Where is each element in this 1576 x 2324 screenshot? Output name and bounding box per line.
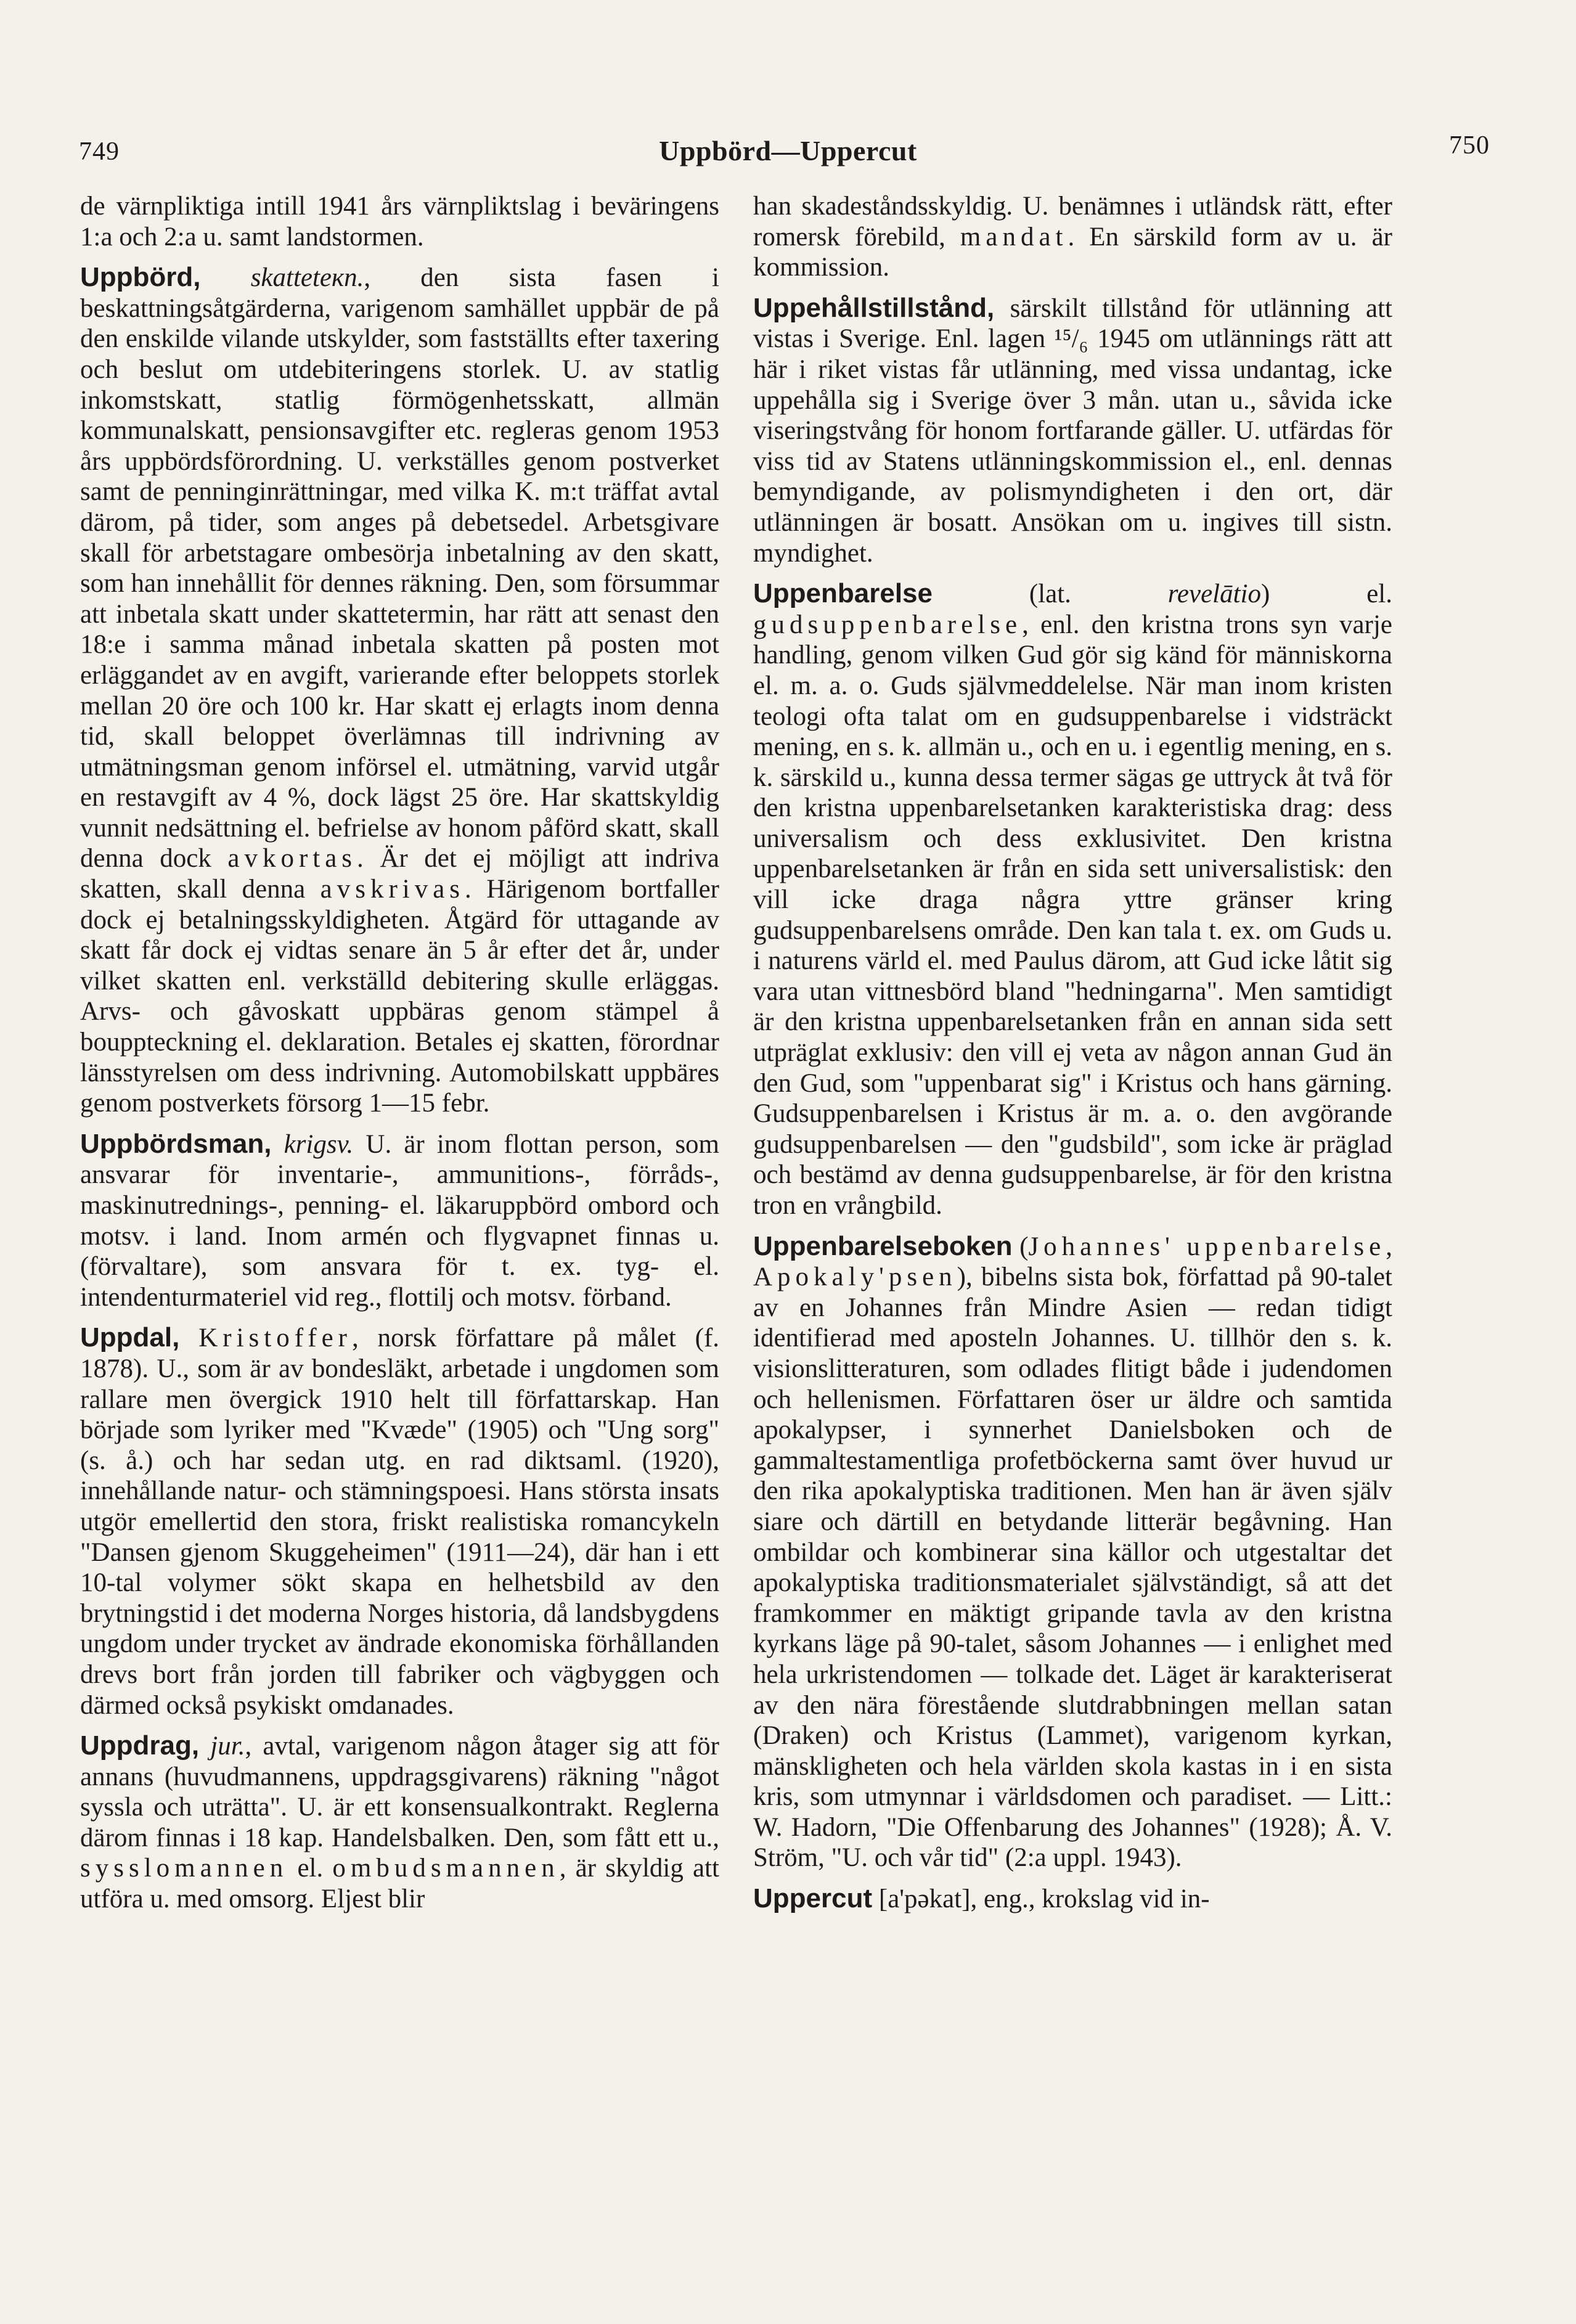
running-head: Uppbörd—Uppercut: [659, 135, 917, 166]
left-column: [80, 191, 719, 1925]
subject-label: skatteteкn.: [250, 263, 364, 293]
entry-continuation: han skadeståndsskyldig. U. benämnes i utländsk rätt, efter romersk förebild, mandat. En särskild form av u. är kommission.: [753, 192, 1392, 282]
spaced-term: gudsuppenbarelse: [753, 610, 1023, 639]
entry-uppenbarelse: Uppenbarelse (lat. revelātio) el. gudsuppenbarelse, enl. den kristna trons syn varje handling, genom vilken Gud gör sig känd för människorna el. m. a. o. Guds självmeddelelse. När man inom kristen teologi ofta talat om en gudsuppenbarelse i vidsträckt mening, en s. k. allmän u., och en u. i egentlig mening, en s. k. särskild u., kunna dessa termer sägas ge uttryck åt två för den kristna uppenbarelsetanken karakteristiska drag: dess universalism och dess exklusivitet. Den kristna uppenbarelsetanken är från en sida sett universalistisk: den vill icke draga några yttre gränser kring gudsuppenbarelsens område. Den kan tala t. ex. om Guds u. i naturens värld el. med Paulus därom, att Gud icke låtit sig vara utan vittnesbörd bland "hedningarna". Men samtidigt är den kristna uppenbarelsetanken från en annan sida sett utpräglat exklusiv: den vill ej veta av någon annan Gud än den Gud, som "uppenbarat sig" i Kristus och hans gärning. Gudsuppenbarelsen i Kristus är m. a. o. den avgörande gudsuppenbarelsen — den "gudsbild", som icke är präglad och bestämd av denna gudsuppenbarelse, är för den kristna tron en vrångbild.: [753, 578, 1392, 1220]
latin-term: revelātio: [1167, 579, 1262, 609]
subject-label: krigsv.: [284, 1129, 354, 1159]
spaced-term: mandat: [960, 222, 1068, 252]
spaced-term: avskrivas: [320, 875, 465, 904]
entry-uppercut: Uppercut [a'pəkat], eng., krokslag vid in-: [753, 1883, 1210, 1914]
entry-uppdrag: Uppdrag, jur., avtal, varigenom någon åtager sig att för annans (huvudmannens, uppdragsgivarens) räkning "något syssla och uträtta". U. är ett konsensualkontrakt. Reglerna därom finnas i 18 kap. Handelsbalken. Den, som fått ett u., sysslomannen el. ombudsmannen, är skyldig att utföra u. med omsorg. Eljest blir: [80, 1730, 719, 1914]
entry-uppenbarelseboken: Uppenbarelseboken (Johannes' uppenbarelse, Apokaly'psen), bibelns sista bok, författad på 90-talet av en Johannes från Mindre Asien — redan tidigt identifierad med aposteln Johannes. U. tillhör den s. k. visionslitteraturen, som odlades flitigt både i judendomen och hellenismen. Författaren öser ur äldre och samtida apokalypser, i synnerhet Danielsboken och de gammaltestamentliga profetböckerna samt över huvud ur den rika apokalyptiska traditionen. Men han är även själv siare och därtill en betydande litterär begåvning. Han ombildar och kombinerar sina källor och utgestaltar det apokalyptiska traditionsmaterialet självständigt, så att det framkommer en mäktigt gripande tavla av den kristna kyrkans läge på 90-talet, såsom Johannes — i enlighet med hela urkristendomen — tolkade det. Läget är karakteriserat av den nära förestående slutdrabbningen mellan satan (Draken) och Kristus (Lammet), varigenom kyrkan, mänskligheten och hela världen skola kastas in i en sista kris, som utmynnar i världsdomen och paradiset. — Litt.: W. Hadorn, "Die Offenbarung des Johannes" (1928); Å. V. Ström, "U. och vår tid" (2:a uppl. 1943).: [753, 1230, 1392, 1873]
headword: Uppbörd,: [80, 262, 201, 293]
headword: Uppdrag,: [80, 1730, 200, 1761]
page-number-left: 749: [79, 137, 120, 166]
headword: Uppenbarelseboken: [753, 1230, 1013, 1261]
headword: Uppdal,: [80, 1322, 180, 1353]
spaced-term: Johannes' uppenbarelse: [1028, 1232, 1386, 1261]
spaced-term: Kristoffer: [198, 1324, 352, 1353]
headword: Uppercut: [753, 1883, 873, 1914]
spaced-term: sysslomannen: [80, 1854, 288, 1883]
subject-label: jur.: [210, 1732, 245, 1761]
headword: Uppehållstillstånd,: [753, 292, 995, 323]
spaced-term: avkortas: [227, 844, 357, 874]
page-number-right: 750: [1449, 131, 1490, 160]
headword: Uppbördsman,: [80, 1128, 272, 1159]
spaced-term: ombudsmannen: [332, 1854, 560, 1883]
entry-uppbordsman: Uppbördsman, krigsv. U. är inom flottan person, som ansvarar för inventarie-, ammunitions-, förråds-, maskinutrednings-, penning- el. läkaruppbörd ombord och motsv. i land. Inom armén och flygvapnet finnas u. (förvaltare), som ansvara för t. ex. tyg- el. intendenturmateriel vid reg., flottilj och motsv. förband.: [80, 1128, 719, 1312]
right-column: [753, 191, 1392, 1925]
entry-continuation: de värnpliktiga intill 1941 års värnpliktslag i beväringens 1:a och 2:a u. samt landstormen.: [80, 192, 719, 252]
entry-uppehallstillstand: Uppehållstillstånd, särskilt tillstånd för utlänning att vistas i Sverige. Enl. lagen ¹⁵/₆ 1945 om utlännings rätt att här i riket vistas får utlänning, med vissa undantag, icke uppehålla sig i Sverige över 3 mån. utan u., såvida icke viseringstvång för honom fortfarande gäller. U. utfärdas för viss tid av Statens utlänningskommission el., enl. dennas bemyndigande, av polismyndigheten i den ort, där utlänningen är bosatt. Ansökan om u. ingives till sistn. myndighet.: [753, 292, 1392, 568]
headword: Uppenbarelse: [753, 578, 933, 609]
entry-uppbord: Uppbörd, skatteteкn., den sista fasen i beskattningsåtgärderna, varigenom samhället uppbär de på den enskilde vilande utskylder, som fastställts efter taxering och beslut om utdebiteringens storlek. U. av statlig inkomstskatt, statlig förmögenhetsskatt, allmän kommunalskatt, pensionsavgifter etc. regleras genom 1953 års uppbördsförordning. U. verkställes genom postverket samt de penninginrättningar, med vilka K. m:t träffat avtal därom, på tider, som anges på debetsedel. Arbetsgivare skall för arbetstagare ombesörja inbetalning av den skatt, som han innehållit för dennes räkning. Den, som försummar att inbetala skatt under skattetermin, har rätt att senast den 18:e i samma månad inbetala skatten på posten mot erläggandet av en avgift, varierande efter beloppets storlek mellan 20 öre och 100 kr. Har skatt ej erlagts inom denna tid, skall beloppet överlämnas till indrivning av utmätningsman genom införsel el. utmätning, varvid utgår en restavgift av 4 %, dock lägst 25 öre. Har skattskyldig vunnit nedsättning el. befrielse av honom påförd skatt, skall denna dock avkortas. Är det ej möjligt att indriva skatten, skall denna avskrivas. Härigenom bortfaller dock ej betalningsskyldigheten. Åtgärd för uttagande av skatt får dock ej vidtas senare än 5 år efter det år, under vilket skatten enl. verkställd debitering skulle erläggas. Arvs- och gåvoskatt uppbäras genom stämpel å bouppteckning el. deklaration. Betales ej skatten, förordnar länsstyrelsen om dess indrivning. Automobilskatt uppbäres genom postverkets försorg 1—15 febr.: [80, 262, 720, 1118]
spaced-term: Apokaly'psen: [753, 1262, 957, 1292]
entry-uppdal: Uppdal, Kristoffer, norsk författare på målet (f. 1878). U., som är av bondesläkt, arbetade i ungdomen som rallare men övergick 1910 helt till författarskap. Han började som lyriker med "Kvæde" (1905) och "Ung sorg" (s. å.) och har sedan utg. en rad diktsaml. (1920), innehållande natur- och stämningspoesi. Hans största insats utgör emellertid den stora, friskt realistiska romancykeln "Dansen gjenom Skuggeheimen" (1911—24), där han i ett 10-tal volymer sökt skapa en helhetsbild av den brytningstid i det moderna Norges historia, då landsbygdens ungdom under trycket av ändrade ekonomiska förhållanden drevs bort från jorden till fabriker och vägbyggen och därmed också psykiskt omdanades.: [80, 1322, 720, 1720]
